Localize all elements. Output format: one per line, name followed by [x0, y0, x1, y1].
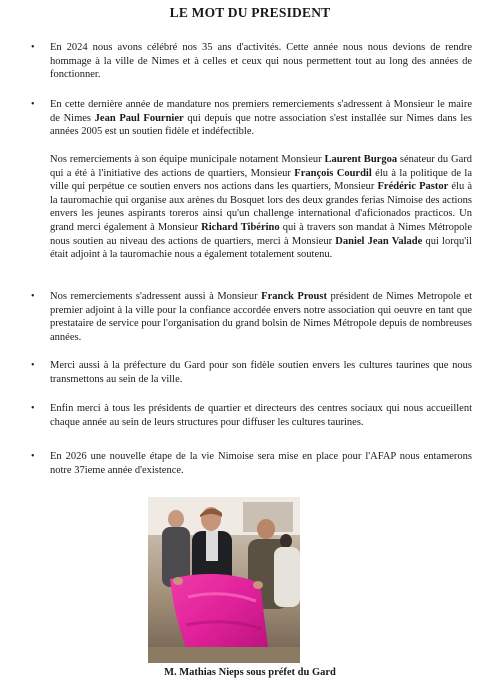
bullet-3: •: [31, 291, 35, 302]
paragraph-prefecture-thanks: Merci aussi à la préfecture du Gard pour son fidèle soutien envers les cultures taurines que nous transmettons au sein de la ville.: [50, 360, 472, 385]
paragraph-district-presidents-thanks: Enfin merci à tous les présidents de quartier et directeurs des centres sociaux qui nous accueillent chaque année au sein de leurs structures pour diffuser les cultures taurines.: [50, 403, 472, 428]
name-metropole-elected: Richard Tibérino: [201, 221, 280, 233]
name-metropole-president: Franck Proust: [261, 291, 327, 302]
paragraph-municipal-team-thanks: Nos remerciements à son équipe municipale notament Monsieur Laurent Burgoa sénateur du Gard qui a été à l'initiative des actions de quartiers, Monsieur François Courdil élu à la politique de la ville qui perpétue ce soutien envers nos actions dans les quartiers, Monsieur Frédéric Pastor élu à la tauromachie qui organise aux arènes du Bosquet lors des deux grandes ferias Nimoise des actions envers les jeunes aspirants toreros ainsi qu'un challenge international d'aficionados practicos. Un grand merci également à Monsieur Richard Tibérino qui à travers son mandat à Nimes Métropole nous soutien au niveau des actions de quartiers, merci à Monsieur Daniel Jean Valade qui lorqu'il était adjoint à la tauromachie nous a également totalement soutenu.: [50, 154, 473, 261]
name-city-policy-elected: François Courdil: [294, 167, 372, 179]
paragraph-mayor-thanks: En cette dernière année de mandature nos premiers remerciements s'adressent à Monsieur le maire de Nimes Jean Paul Fournier qui depuis que notre association s'est installée sur Nimes dans les années 2005 est un soutien fidèle et indéfectible.: [50, 99, 472, 138]
bullet-2: •: [31, 99, 35, 110]
paragraph-2026-announcement: En 2026 une nouvelle étape de la vie Nimoise sera mise en place pour l'AFAP nous entamerons notre 37ieme année d'existence.: [50, 451, 472, 476]
photo-caption: M. Mathias Nieps sous préfet du Gard: [164, 667, 336, 678]
name-former-deputy: Daniel Jean Valade: [335, 235, 423, 247]
page-title: LE MOT DU PRESIDENT: [169, 5, 331, 20]
bullet-4: •: [31, 360, 35, 371]
bullet-6: •: [31, 451, 35, 462]
name-tauromachy-elected: Frédéric Pastor: [377, 181, 449, 193]
bullet-5: •: [31, 403, 35, 414]
bullet-1: •: [31, 42, 35, 53]
paragraph-anniversary: En 2024 nous avons célébré nos 35 ans d'activités. Cette année nous nous devions de rendre hommage à la ville de Nimes et à celles et ceux qui nous permettent tout au long des années de fonctionner.: [50, 42, 472, 81]
name-senator: Laurent Burgoa: [324, 154, 398, 165]
photo-subprefect-with-cape: [148, 497, 300, 663]
photo-illustration: [148, 497, 300, 663]
paragraph-metropole-president-thanks: Nos remerciements s'adressent aussi à Monsieur Franck Proust président de Nimes Metropole et premier adjoint à la ville pour la confiance accordée envers notre association qui oeuvre en tant que prestataire de service pour l'organisation du grand bolsin de Nimes Métropole depuis de nombreuses années.: [50, 291, 472, 343]
name-mayor: Jean Paul Fournier: [94, 112, 184, 124]
